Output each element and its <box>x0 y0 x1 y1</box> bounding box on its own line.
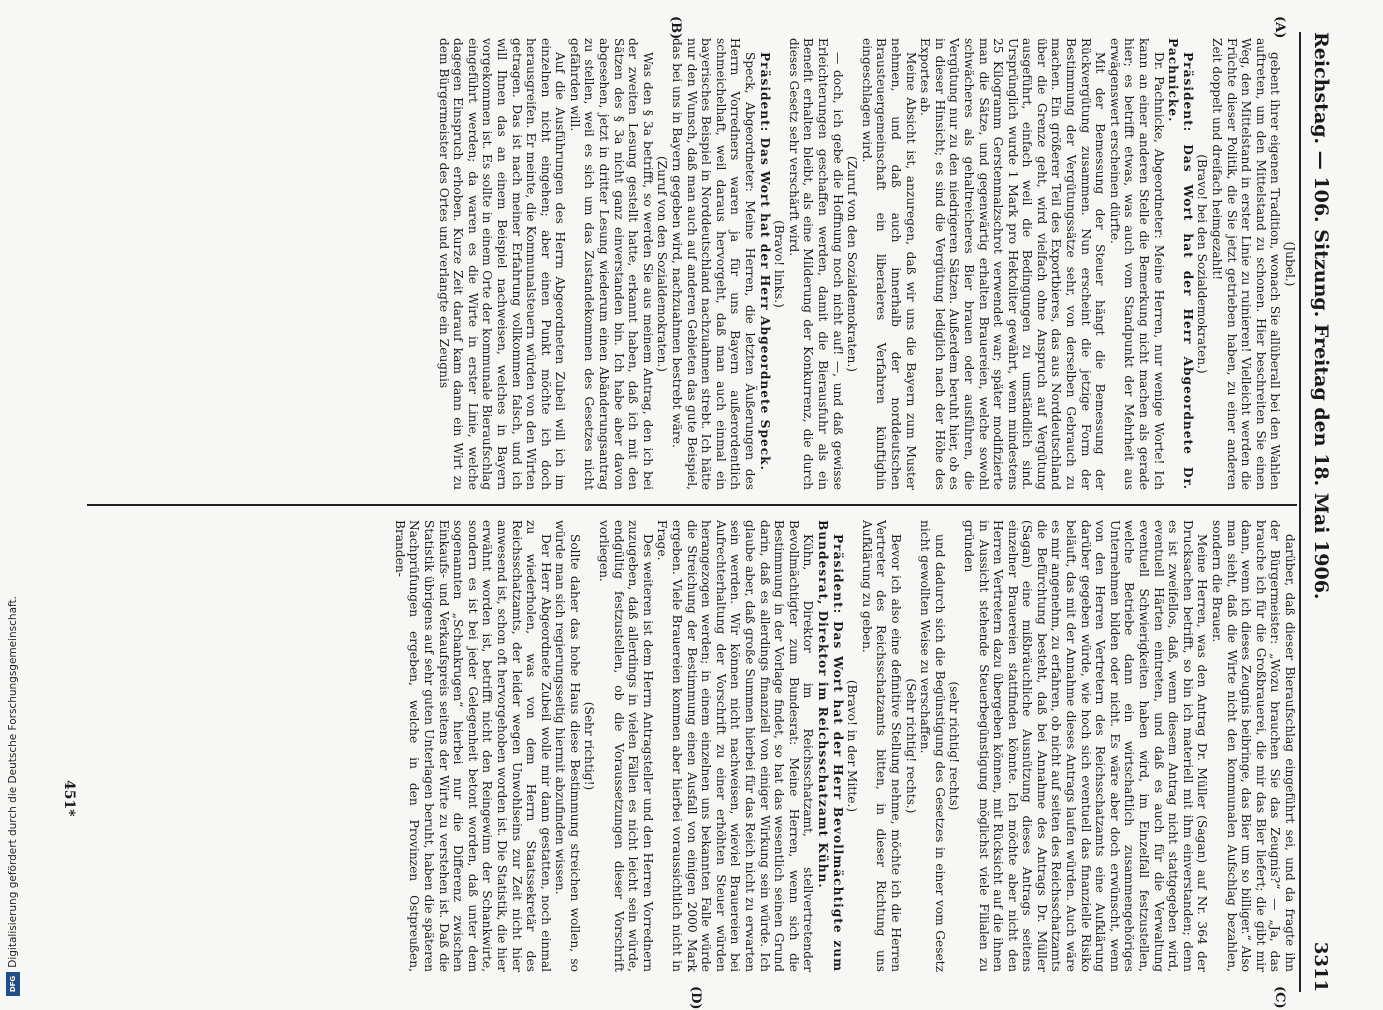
paragraph: — doch, ich gebe die Hoffnung noch nicht auf! —, und daß gewisse Erleichterungen geschaffen werden, damit die Bierausfuhr als ein Benefit erhalten bleibt, als eine Milderung der Konkurrenz, die durch dieses Gesetz sehr verschärft wird. <box>786 38 845 490</box>
dfg-logo <box>6 972 20 996</box>
interjection: (Jubel.) <box>1283 241 1297 287</box>
interjection: (Zuruf von den Sozialdemokraten.) <box>655 156 670 372</box>
paragraph: Der Herr Abgeordnete Zubeil wolle mir dann gestatten, noch einmal zu wiederholen, was von dem Herrn Staatssekretär des Reichsschatzamts, der leider wegen Unwohlseins zur Zeit nicht hier anwesend ist, schon oft hervorgehoben worden ist. Die Statistik, die hier erwähnt worden ist, betrifft nicht den Reingewinn der Schankwirte, sondern es ist bei jeder Gelegenheit betont worden, daß unter dem sogenannten „Schankrugen“ hierbei nur die Differenz zwischen Einkaufs- und Verkaufspreis seitens der Wirte zu verstehen ist. Daß die Statistik übrigens auf sehr guten Unterlagen beruht, haben die späteren Nachprüfungen ergeben, welche in den Provinzen Ostpreußen, Branden- <box>392 520 553 972</box>
margin-marker-b: (B) <box>668 16 683 40</box>
speaker-line: Präsident: Das Wort hat der Herr Bevollmächtigte zum Bundesrat, Direktor im Reichsschatzamt Kühn. <box>816 520 845 972</box>
page-running-title: Reichstag. — 106. Sitzung. Freitag den 18. Mai 1906. <box>1310 32 1332 600</box>
margin-marker-c: (C) <box>1272 986 1287 1009</box>
paragraph: Bevor ich also eine definitive Stellung nehme, möchte ich die Herren Vertreter des Reichsschatzamts bitten, in dieser Richtung uns Aufklärung zu geben. <box>859 520 903 972</box>
interjection: (Zuruf von den Sozialdemokraten.) <box>845 156 860 372</box>
paragraph: darüber, daß dieser Bieraufschlag eingeführt sei, und da fragte ihn der Bürgermeister: „Wozu brauchen Sie das Zeugnis?“ — „Ja, das brauche ich für die Großbrauerei, die mir das Bier liefert; die gibt mir dann, wenn ich dieses Zeugnis beibringe, das Bier um so billiger.“ Also man sieht, daß die Wirte nicht den kommunalen Aufschlag bezahlen, sondern die Brauer. <box>1210 520 1297 972</box>
page-header <box>1299 32 1341 992</box>
margin-marker-d: (D) <box>688 986 703 1010</box>
digitization-note: Digitalisierung gefördert durch die Deutsche Forschungsgemeinschaft. <box>7 596 19 968</box>
page-number: 3311 <box>1310 941 1332 992</box>
right-text-column <box>87 520 1297 972</box>
interjection: (Bravo! bei den Sozialdemokraten.) <box>1195 154 1210 374</box>
interjection: (Sehr richtig! rechts.) <box>903 678 918 814</box>
paragraph: Des weiteren ist dem Herrn Antragsteller und den Herren Vorrednern zuzugeben, daß allerdings in vielen Fällen es nicht leicht sein würde, endgültig festzustellen, ob die Voraussetzungen dieser Vorschrift vorliegen. <box>597 520 655 972</box>
interjection: (sehr richtig! rechts) <box>947 681 962 811</box>
dfg-logo-text: DFG <box>9 975 17 993</box>
paragraph: Meine Absicht ist, anzuregen, daß wir uns die Bayern zum Muster nehmen, und daß auch innerhalb der norddeutschen Brausteuergemeinschaft ein liberaleres Verfahren künftighin eingeschlagen wird. <box>859 38 918 490</box>
paragraph: Mit der Bemessung der Steuer hängt die Bemessung der Rückvergütung zusammen. Nun erscheint die jetzige Form der Bestimmung der Vergütungssätze sehr, von derselben Gebrauch zu machen. Ein größerer Teil des Exportbieres, das aus Norddeutschland über die Grenze geht, wird vielfach ohne Anspruch auf Vergütung ausgeführt, einfach weil die Bedingungen zu umständlich sind. Ursprünglich wurde 1 Mark pro Hektoliter gewährt, wenn mindestens 25 Kilogramm Gerstenmalzschrot verwendet war; später modifizierte man die Sätze, und gegenwärtig erhalten Brauereien, welche sowohl schwächeres als gehaltreicheres Bier brauen oder ausführen, die Vergütung nur zu den niedrigeren Sätzen. Außerdem beruht hier, ob es in dieser Hinsicht; es sind die Vergütung lediglich nach der Höhe des Exportes ab. <box>918 38 1108 490</box>
speaker-line: Präsident: Das Wort hat der Herr Abgeordnete Dr. Pachnicke. <box>1166 38 1195 490</box>
interjection: (Bravo! links.) <box>772 220 787 308</box>
digitization-credit <box>4 576 22 996</box>
paragraph: Auf die Ausführungen des Herrn Abgeordneten Zubeil will ich im einzelnen nicht eingehen; aber einen Punkt möchte ich doch herausgreifen. Er meinte, die Kommunalsteuern würden von den Wirten getragen. Das ist nach meiner Erfahrung vollkommen falsch, und ich will Ihnen das an einem Beispiel nachweisen, welches in Bayern vorgekommen ist. Es sollte in einem Orte der kommunale Bieraufschlag eingeführt werden; da waren es die Wirte in erster Linie, welche dagegen Einspruch erhoben. Kurze Zeit darauf kam dann ein Wirt zu dem Bürgermeister des Ortes und verlangte ein Zeugnis <box>436 38 568 490</box>
paragraph: Speck, Abgeordneter: Meine Herren, die letzten Äußerungen des Herrn Vorredners waren ja für uns Bayern außerordentlich schmeichelhaft, weil daraus hervorgeht, daß man auch einmal ein bayerisches Beispiel in Norddeutschland nachzuahmen strebt. Ich hätte nur den Wunsch, daß man auch auf anderen Gebieten das gute Beispiel, das bei uns in Bayern gegeben wird, nachzuahmen bestrebt wäre. <box>670 38 758 490</box>
paragraph: Sollte daher das hohe Haus diese Bestimmung streichen wollen, so würde man sich regierungsseitig hiermit abzufinden wissen. <box>553 520 582 972</box>
left-text-column <box>87 38 1297 490</box>
column-divider <box>87 504 1297 506</box>
margin-marker-a: (A) <box>1272 16 1287 39</box>
signature-mark: 451* <box>61 780 77 817</box>
paragraph: und dadurch sich die Begünstigung des Gesetzes in einer vom Gesetz nicht gewollten Weise zu verschaffen. <box>918 520 947 972</box>
speaker-line: Präsident: Das Wort hat der Herr Abgeordnete Speck. <box>757 52 772 471</box>
interjection: (Sehr richtig!) <box>582 701 597 791</box>
paragraph: gebent ihrer eigenen Tradition, wonach Sie allüberall bei den Wahlen auftreten, um den Mittelstand zu schonen. Hier beschreiten Sie einen Weg, den Mittelstand in erster Linie zu ruinieren! Vielleicht werden die Früchte dieser Politik, die Sie jetzt getrieben haben, zu einer anderen Zeit doppelt und dreifach heimgezahlt! <box>1210 38 1283 490</box>
paragraph: Was den § 3a betrifft, so werden Sie aus meinem Antrag, den ich bei der zweiten Lesung gestellt hatte, erkannt haben, daß ich mit den Sätzen des § 3a nicht ganz einverstanden bin. Ich habe aber davon abgesehen, jetzt in dritter Lesung wiederum einen Abänderungsantrag zu stellen, weil es sich um das Zustandekommen des Gesetzes nicht gefährden will. <box>567 38 655 490</box>
paragraph: Dr. Pachnicke, Abgeordneter: Meine Herren, nur wenige Worte! Ich kann an einer anderen Stelle die Bemerkung nicht machen als gerade hier; es betrifft etwas, was auch vom Standpunkt der Mehrheit aus erwägenswert erscheinen dürfte. <box>1107 38 1166 490</box>
interjection: (Bravo! in der Mitte.) <box>845 679 860 813</box>
paragraph: Meine Herren, was den Antrag Dr. Müller (Sagan) auf Nr. 364 der Drucksachen betrifft, so bin ich materiell mit ihm einverstanden; denn es ist zweifellos, daß, wenn diesem Antrag nicht stattgegeben wird, eventuell Härten eintreten, und daß es auch für die Verwaltung eventuell Schwierigkeiten haben wird, im Einzelfall festzustellen, welche Betriebe dann ein wirtschaftlich zusammengehöriges Unternehmen bilden oder nicht. Es wäre aber doch erwünscht, wenn von den Herren Vertretern des Reichsschatzamts eine Aufklärung darüber gegeben würde, wie hoch sich eventuell das finanzielle Risiko beläuft, das mit der Annahme dieses Antrags laufen würden. Auch wäre es mir angenehm, zu erfahren, ob nicht auf seiten des Reichsschatzamts die Befürchtung besteht, daß bei Annahme des Antrags Dr. Müller (Sagan) eine mißbräuchliche Ausnützung dieses Antrags seitens einzelner Brauereien stattfinden könnte. Ich möchte aber nicht den Herren Vertretern dazu übergeben können, mit Rücksicht auf die ihnen in Aussicht stehende Steuerbegünstigung möglichst viele Filialen zu gründen <box>961 520 1210 972</box>
paragraph: Kühn, Direktor im Reichsschatzamt, stellvertretender Bevollmächtigter zum Bundesrat: Meine Herren, wenn sich die Bestimmung in der Vorlage findet, so hat das wesentlich seinen Grund darin, daß es allerdings finanziell von einiger Wirkung sein würde. Ich glaube aber, daß große Summen hierbei für das Reich nicht zu erwarten sein werden. Wir können nicht nachweisen, wieviel Brauereien bei Aufrechterhaltung der Vorschrift zu einer erhöhten Steuer würden herangezogen werden; in einem einzelnen uns bekannten Falle würde die Streichung der Bestimmung einen Ausfall von einigen 2000 Mark ergeben. Viele Brauereien kommen aber hierbei voraussichtlich nicht in Frage. <box>655 520 816 972</box>
